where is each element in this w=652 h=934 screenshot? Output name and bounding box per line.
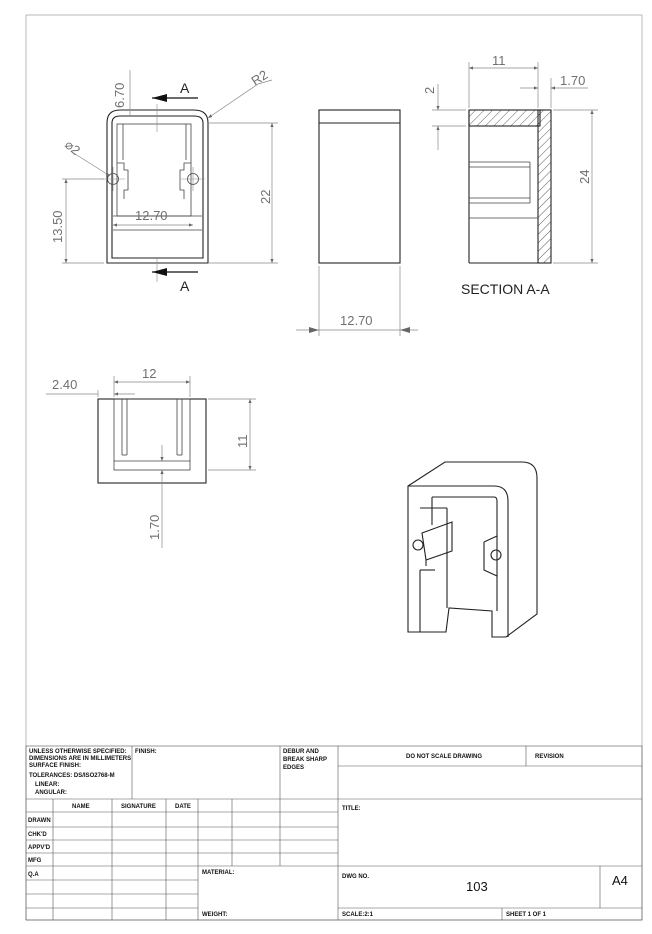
deburr-note-2: BREAK SHARP bbox=[283, 757, 328, 763]
scale-value: SCALE:2:1 bbox=[342, 912, 374, 918]
tolerance-note-1: UNLESS OTHERWISE SPECIFIED: bbox=[29, 749, 127, 755]
tolerance-note-5: LINEAR: bbox=[35, 782, 60, 788]
role-checked: CHK'D bbox=[28, 832, 47, 838]
weight-label: WEIGHT: bbox=[202, 912, 228, 918]
side-view bbox=[296, 110, 418, 336]
dim-side-width: 12.70 bbox=[340, 313, 373, 328]
tolerance-note-2: DIMENSIONS ARE IN MILLIMETERS bbox=[29, 756, 132, 762]
section-mark-label: A bbox=[180, 80, 190, 96]
sheet-value: SHEET 1 OF 1 bbox=[506, 912, 547, 918]
finish-label: FINISH: bbox=[135, 749, 157, 755]
dim-front-side: 13.50 bbox=[50, 210, 65, 243]
do-not-scale-note: DO NOT SCALE DRAWING bbox=[406, 754, 482, 760]
col-signature: SIGNATURE bbox=[121, 804, 156, 810]
dim-top-depth: 11 bbox=[235, 434, 250, 448]
section-title: SECTION A-A bbox=[461, 281, 550, 297]
dim-front-radius: R2 bbox=[248, 66, 271, 89]
role-approved: APPV'D bbox=[28, 845, 51, 851]
revision-label: REVISION bbox=[535, 754, 564, 760]
tolerance-note-4: TOLERANCES: DS/ISO2768-M bbox=[29, 773, 115, 779]
dim-top-offset: 2.40 bbox=[52, 377, 78, 392]
dim-front-width: 12.70 bbox=[135, 208, 168, 223]
dwg-no-value: 103 bbox=[466, 879, 488, 894]
dim-front-height: 22 bbox=[258, 189, 273, 204]
role-drawn: DRAWN bbox=[28, 818, 51, 824]
role-qa: Q.A bbox=[28, 872, 39, 878]
section-view bbox=[422, 53, 598, 297]
dim-top-wall: 1.70 bbox=[147, 514, 162, 540]
front-view bbox=[50, 67, 278, 294]
isometric-view bbox=[408, 462, 537, 637]
dim-section-height: 24 bbox=[577, 169, 592, 184]
dim-section-width: 11 bbox=[492, 53, 506, 68]
dim-top-width: 12 bbox=[142, 366, 157, 381]
section-mark-label: A bbox=[180, 278, 190, 294]
dim-front-hole: ⌀2 bbox=[62, 136, 84, 158]
section-arrow-top bbox=[152, 80, 198, 102]
deburr-note-3: EDGES bbox=[283, 765, 305, 771]
title-block bbox=[26, 746, 642, 920]
dim-section-wall: 1.70 bbox=[560, 73, 586, 88]
dim-section-top: 2 bbox=[422, 86, 437, 94]
dim-front-top: 6.70 bbox=[112, 82, 127, 108]
col-name: NAME bbox=[72, 804, 90, 810]
role-mfg: MFG bbox=[28, 858, 42, 864]
deburr-note-1: DEBUR AND bbox=[283, 749, 319, 755]
dwg-no-label: DWG NO. bbox=[342, 874, 369, 880]
col-date: DATE bbox=[175, 804, 191, 810]
material-label: MATERIAL: bbox=[202, 870, 235, 876]
section-arrow-bottom bbox=[152, 268, 198, 294]
tolerance-note-3: SURFACE FINISH: bbox=[29, 763, 82, 769]
tolerance-note-6: ANGULAR: bbox=[35, 790, 67, 796]
title-label: TITLE: bbox=[342, 806, 361, 812]
paper-size: A4 bbox=[612, 873, 628, 888]
top-view bbox=[46, 366, 256, 548]
